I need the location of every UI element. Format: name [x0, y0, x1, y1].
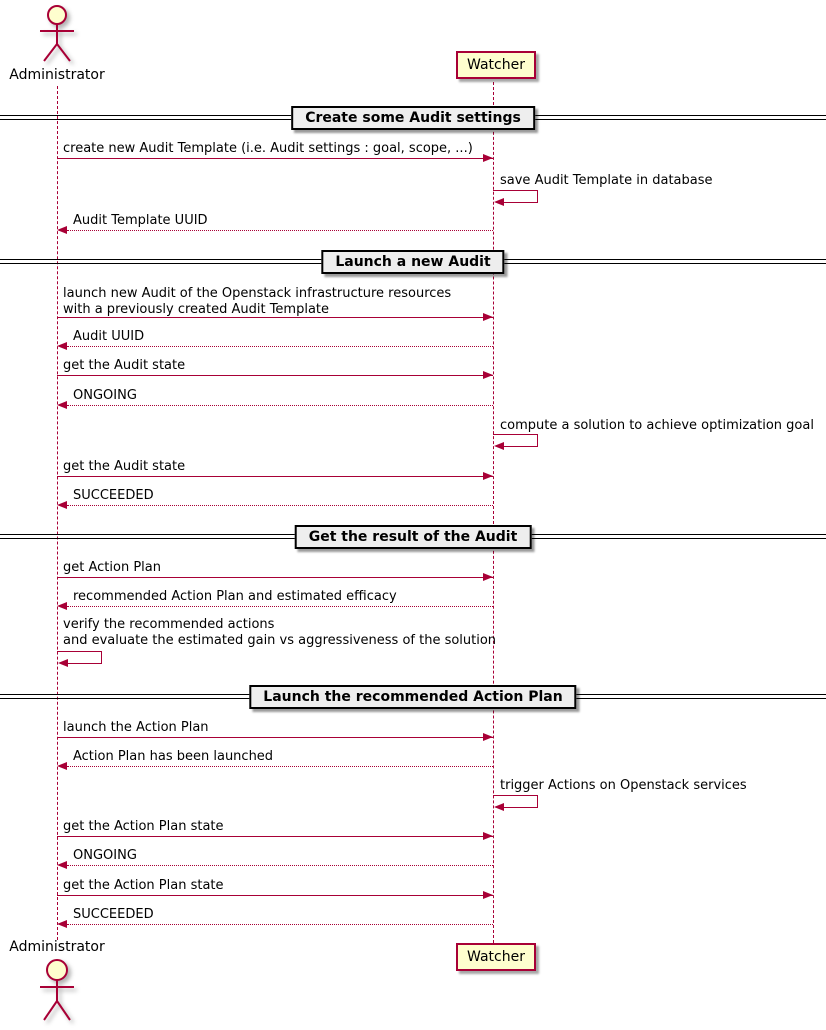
message-arrow — [57, 317, 493, 318]
message-arrowhead — [483, 832, 493, 840]
self-message-arrowhead — [494, 803, 504, 811]
section-divider-launch-new-audit: Launch a new Audit — [321, 250, 504, 274]
return-message-arrowhead — [57, 861, 67, 869]
message-arrowhead — [483, 891, 493, 899]
message-arrow — [57, 836, 493, 837]
message-label: create new Audit Template (i.e. Audit settings : goal, scope, ...) — [63, 141, 473, 156]
message-label — [63, 286, 451, 318]
return-message-arrowhead — [57, 920, 67, 928]
administrator-actor-icon — [37, 3, 77, 65]
return-message-arrowhead — [57, 501, 67, 509]
watcher-participant-box-bottom: Watcher — [456, 943, 536, 971]
self-message-arrow — [493, 190, 538, 191]
message-label-line: verify the recommended actions — [63, 617, 275, 632]
return-message-arrow — [67, 405, 493, 406]
message-arrow — [57, 737, 493, 738]
message-label: Action Plan has been launched — [73, 749, 274, 764]
message-arrow — [57, 476, 493, 477]
section-divider-launch-action-plan: Launch the recommended Action Plan — [249, 685, 576, 709]
message-arrowhead — [483, 733, 493, 741]
self-message-arrow — [67, 663, 102, 664]
return-message-arrow — [67, 924, 493, 925]
message-label-line: launch new Audit of the Openstack infrastructure resources — [63, 286, 452, 301]
self-message-arrow — [493, 434, 538, 435]
self-message-arrowhead — [58, 659, 68, 667]
return-message-arrowhead — [57, 762, 67, 770]
self-message-arrowhead — [494, 198, 504, 206]
self-message-arrow — [503, 446, 538, 447]
administrator-lifeline — [57, 86, 58, 940]
message-label: compute a solution to achieve optimization goal — [500, 418, 814, 433]
message-label: Audit Template UUID — [73, 213, 208, 228]
message-label: get the Action Plan state — [63, 819, 224, 834]
return-message-arrowhead — [57, 401, 67, 409]
message-arrowhead — [483, 573, 493, 581]
self-message-arrow — [503, 807, 538, 808]
return-message-arrow — [67, 606, 493, 607]
message-label: trigger Actions on Openstack services — [500, 778, 747, 793]
message-label: ONGOING — [73, 848, 137, 863]
message-label: get the Action Plan state — [63, 878, 224, 893]
message-label: get Action Plan — [63, 560, 161, 575]
message-label: ONGOING — [73, 388, 137, 403]
message-label: save Audit Template in database — [500, 173, 713, 188]
self-message-arrow — [57, 651, 102, 652]
message-arrowhead — [483, 472, 493, 480]
administrator-actor-icon — [37, 957, 77, 1025]
administrator-label-bottom: Administrator — [9, 939, 105, 955]
message-arrow — [57, 158, 493, 159]
message-arrowhead — [483, 371, 493, 379]
message-arrowhead — [483, 313, 493, 321]
return-message-arrow — [67, 766, 493, 767]
message-arrow — [57, 895, 493, 896]
return-message-arrow — [67, 346, 493, 347]
return-message-arrowhead — [57, 342, 67, 350]
message-label: launch the Action Plan — [63, 720, 209, 735]
message-label: recommended Action Plan and estimated efficacy — [73, 589, 397, 604]
message-label: get the Audit state — [63, 459, 186, 474]
return-message-arrow — [67, 865, 493, 866]
return-message-arrow — [67, 230, 493, 231]
return-message-arrowhead — [57, 226, 67, 234]
message-label: SUCCEEDED — [73, 907, 154, 922]
self-message-arrow — [493, 795, 538, 796]
message-label: SUCCEEDED — [73, 488, 154, 503]
message-arrow — [57, 375, 493, 376]
section-divider-create-audit-settings: Create some Audit settings — [291, 106, 535, 130]
message-arrowhead — [483, 154, 493, 162]
self-message-arrowhead — [494, 442, 504, 450]
section-divider-get-audit-result: Get the result of the Audit — [295, 525, 532, 549]
return-message-arrowhead — [57, 602, 67, 610]
administrator-label-top: Administrator — [9, 67, 105, 83]
watcher-participant-box-top: Watcher — [456, 51, 536, 79]
message-label — [63, 617, 496, 649]
self-message-arrow — [503, 202, 538, 203]
message-arrow — [57, 577, 493, 578]
return-message-arrow — [67, 505, 493, 506]
message-label-line: with a previously created Audit Template — [63, 302, 330, 317]
watcher-lifeline — [493, 82, 494, 943]
message-label: get the Audit state — [63, 358, 186, 373]
message-label-line: and evaluate the estimated gain vs aggressiveness of the solution — [63, 633, 497, 648]
message-label: Audit UUID — [73, 329, 145, 344]
